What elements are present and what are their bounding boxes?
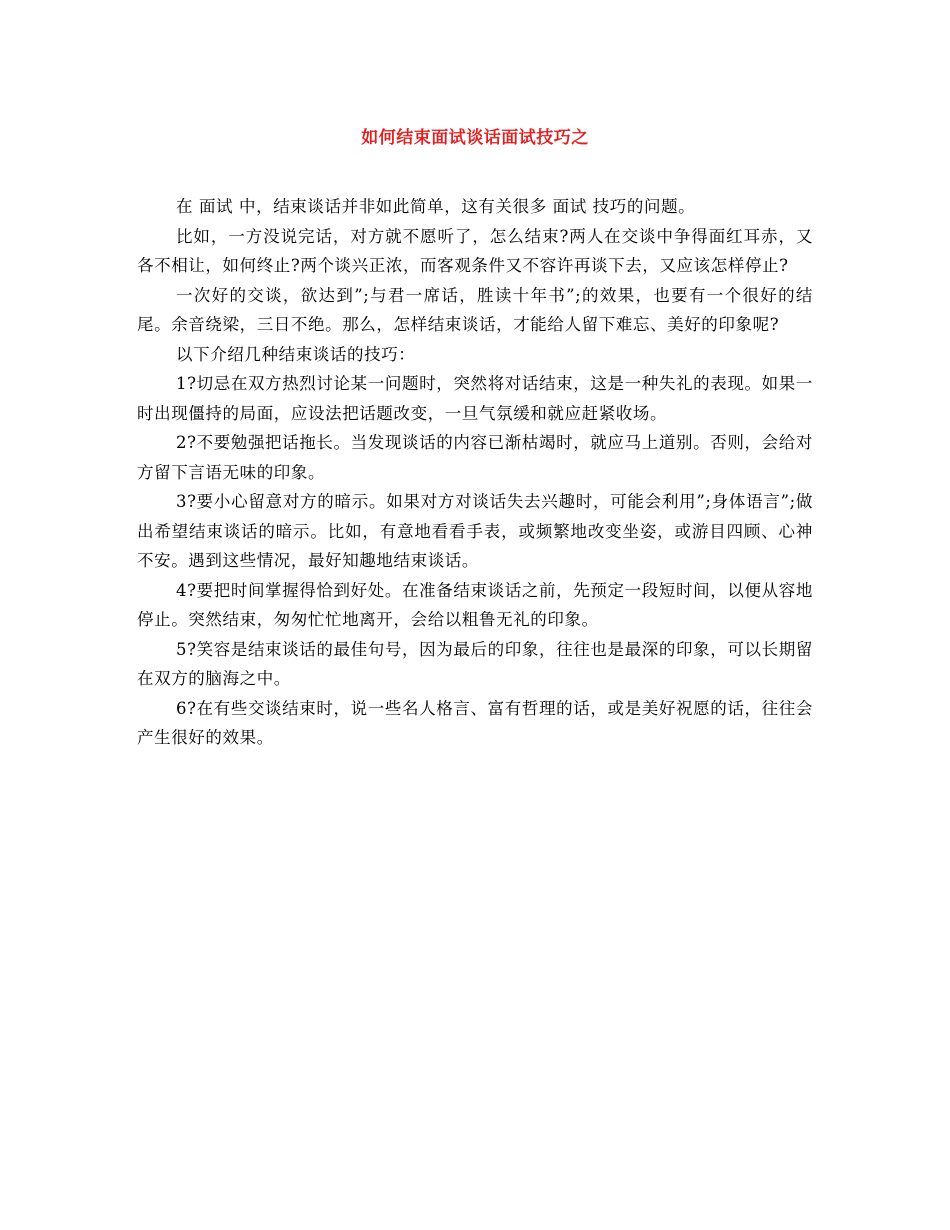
paragraph-intro: 在 面试 中，结束谈话并非如此简单，这有关很多 面试 技巧的问题。	[176, 197, 696, 216]
paragraph-tip-2: 2?不要勉强把话拖长。当发现谈话的内容已渐枯竭时，就应马上道别。否则，会给对方留下言语无味的印象。	[137, 433, 813, 482]
document-title: 如何结束面试谈话面试技巧之	[361, 128, 589, 148]
paragraph-tip-6: 6?在有些交谈结束时，说一些名人格言、富有哲理的话，或是美好祝愿的话，往往会产生很好的效果。	[137, 698, 813, 747]
paragraph-examples: 比如，一方没说完话，对方就不愿听了，怎么结束?两人在交谈中争得面红耳赤，又各不相让，如何终止?两个谈兴正浓，而客观条件又不容许再谈下去，又应该怎样停止?	[137, 226, 813, 275]
paragraph-tip-3: 3?要小心留意对方的暗示。如果对方对谈话失去兴趣时，可能会利用”;身体语言”;做出希望结束谈话的暗示。比如，有意地看看手表，或频繁地改变坐姿，或游目四顾、心神不安。遇到这些情况，最好知趣地结束谈话。	[137, 492, 813, 570]
paragraph-tip-1: 1?切忌在双方热烈讨论某一问题时，突然将对话结束，这是一种失礼的表现。如果一时出现僵持的局面，应设法把话题改变，一旦气氛缓和就应赶紧收场。	[137, 374, 813, 423]
paragraph-tip-4: 4?要把时间掌握得恰到好处。在准备结束谈话之前，先预定一段短时间，以便从容地停止。突然结束，匆匆忙忙地离开，会给以粗鲁无礼的印象。	[137, 580, 813, 629]
document-body	[137, 192, 813, 753]
paragraph-tip-5: 5?笑容是结束谈话的最佳句号，因为最后的印象，往往也是最深的印象，可以长期留在双方的脑海之中。	[137, 639, 813, 688]
paragraph-tips-intro: 以下介绍几种结束谈话的技巧：	[176, 344, 416, 364]
paragraph-good-ending: 一次好的交谈，欲达到”;与君一席话，胜读十年书”;的效果，也要有一个很好的结尾。余音绕梁，三日不绝。那么，怎样结束谈话，才能给人留下难忘、美好的印象呢?	[137, 285, 813, 334]
